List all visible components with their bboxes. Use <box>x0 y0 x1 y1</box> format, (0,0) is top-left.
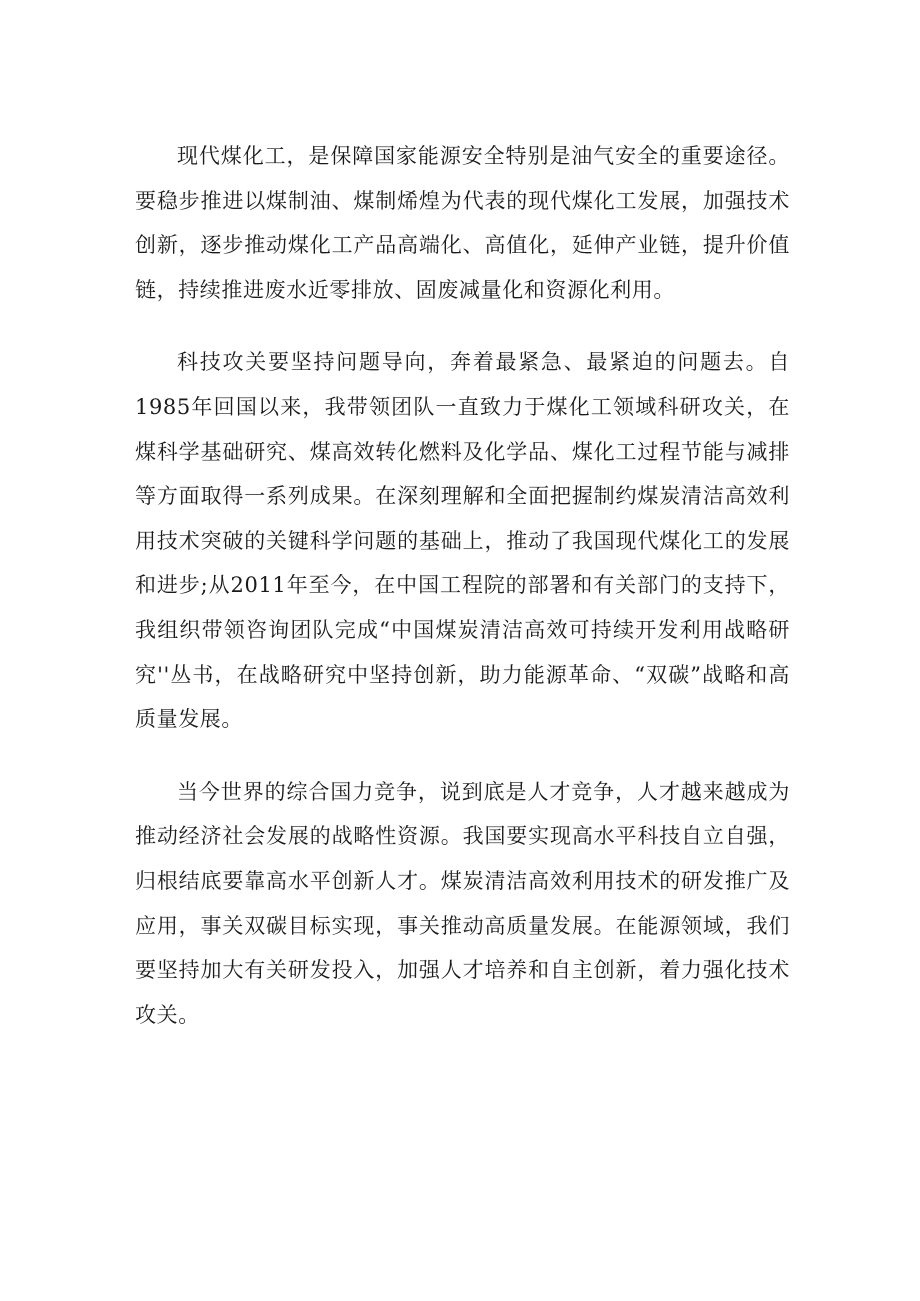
paragraph-talent-competition: 当今世界的综合国力竞争，说到底是人才竞争，人才越来越成为推动经济社会发展的战略性资源。我国要实现高水平科技自立自强，归根结底要靠高水平创新人才。煤炭清洁高效利用技术的研发推广及应用，事关双碳目标实现，事关推动高质量发展。在能源领域，我们要坚持加大有关研发投入，加强人才培养和自主创新，着力强化技术攻关。 <box>135 779 790 1027</box>
document-body <box>135 134 790 1065</box>
paragraph-research-tackling: 科技攻关要坚持问题导向，奔着最紧急、最紧迫的问题去。自1985年回国以来，我带领团队一直致力于煤化工领域科研攻关，在煤科学基础研究、煤高效转化燃料及化学品、煤化工过程节能与减排等方面取得一系列成果。在深刻理解和全面把握制约煤炭清洁高效利用技术突破的关键科学问题的基础上，推动了我国现代煤化工的发展和进步;从2011年至今，在中国工程院的部署和有关部门的支持下，我组织带领咨询团队完成“中国煤炭清洁高效可持续开发利用战略研究''丛书，在战略研究中坚持创新，助力能源革命、“双碳”战略和高质量发展。 <box>135 350 790 732</box>
paragraph-modern-coal-chemical: 现代煤化工，是保障国家能源安全特别是油气安全的重要途径。要稳步推进以煤制油、煤制烯煌为代表的现代煤化工发展，加强技术创新，逐步推动煤化工产品高端化、高值化，延伸产业链，提升价值链，持续推进废水近零排放、固废减量化和资源化利用。 <box>135 144 790 302</box>
